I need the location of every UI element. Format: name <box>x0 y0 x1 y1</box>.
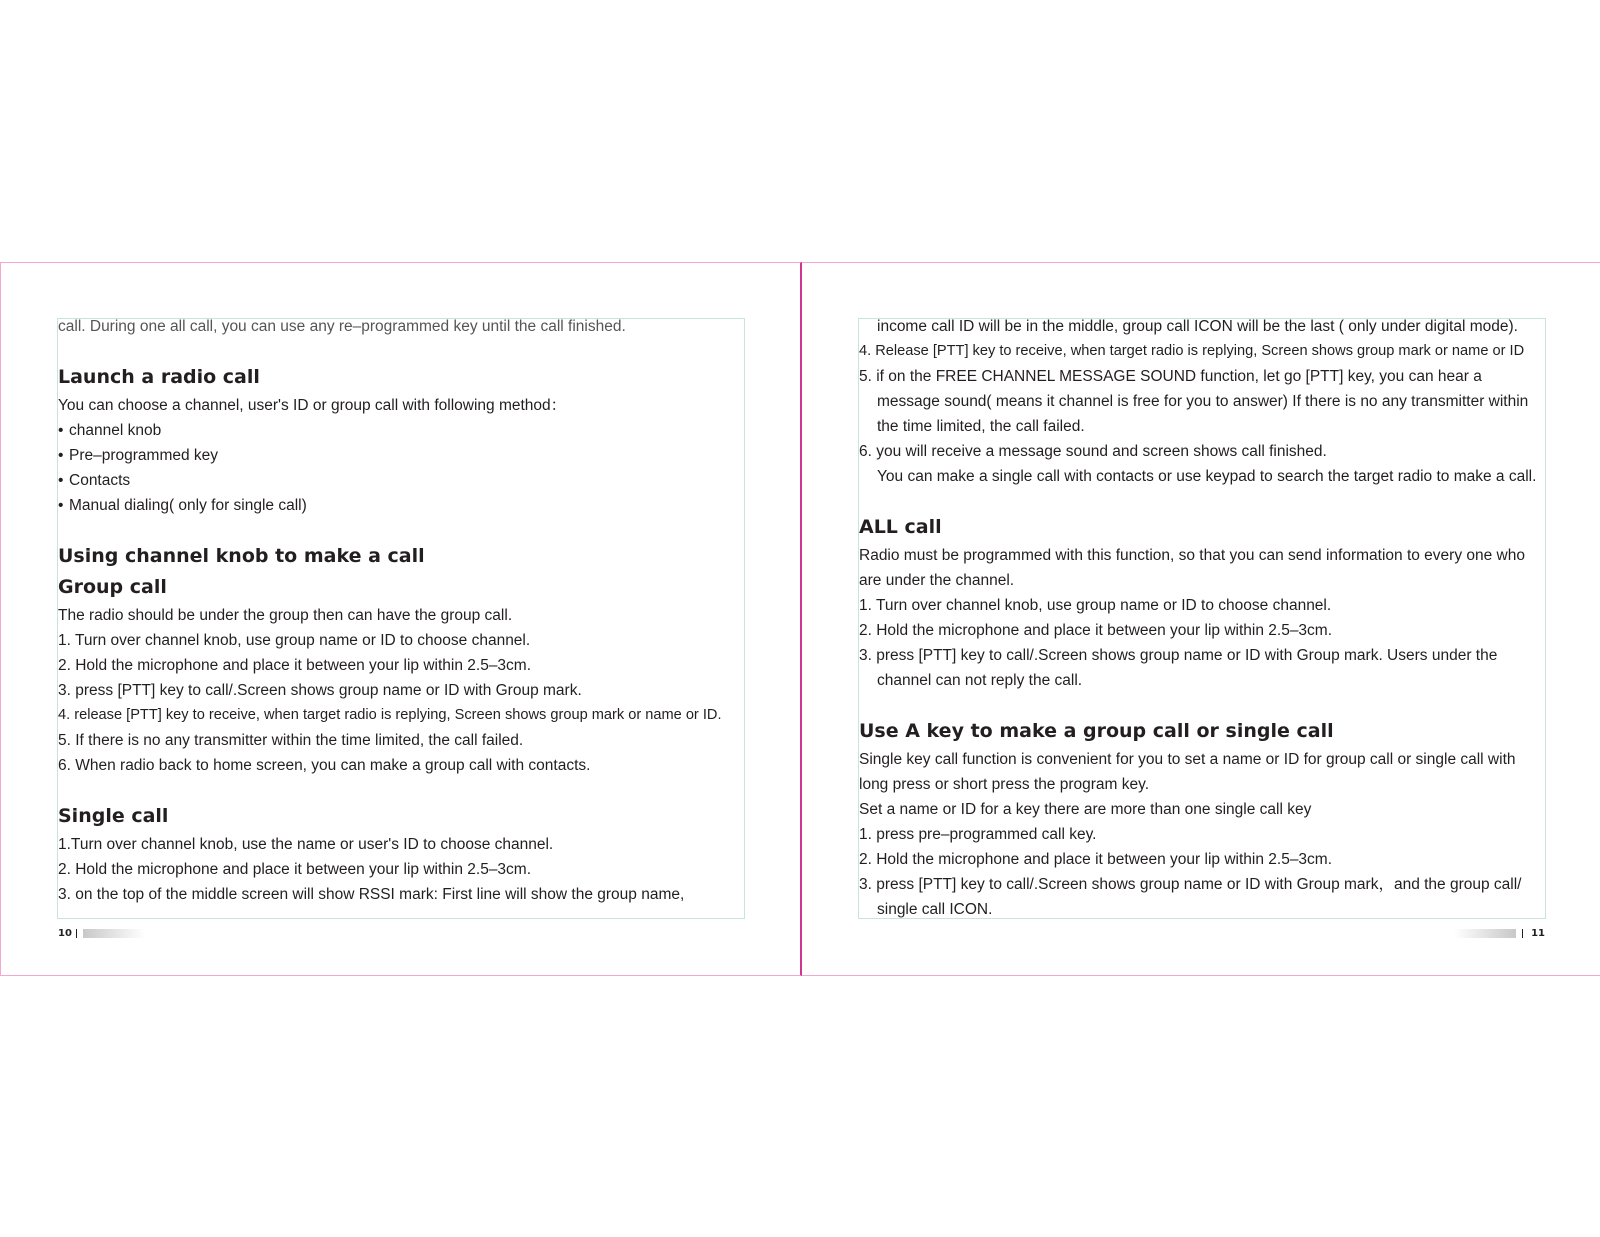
text-line: income call ID will be in the middle, group call ICON will be the last ( only under digital mode). <box>877 318 1518 335</box>
bullet-text: Manual dialing( only for single call) <box>69 497 307 514</box>
footer-gradient-bar-right <box>1454 929 1516 938</box>
text-line: 1. Turn over channel knob, use group name or ID to choose channel. <box>859 597 1332 614</box>
bullet-dot-icon: • <box>58 447 64 464</box>
page-number-left: 10 <box>58 927 72 939</box>
text-line: 3. press [PTT] key to call/.Screen shows group name or ID with Group mark，and the group call/ <box>859 876 1522 893</box>
text-line: Set a name or ID for a key there are more than one single call key <box>859 801 1312 818</box>
text-line: call. During one all call, you can use any re–programmed key until the call finished. <box>58 318 626 335</box>
paragraph-gap <box>58 518 722 541</box>
text-line: channel can not reply the call. <box>877 672 1083 689</box>
text-line: are under the channel. <box>859 572 1015 589</box>
section-heading: Use A key to make a group call or single call <box>859 720 1334 742</box>
text-line: Radio must be programmed with this function, so that you can send information to every one who <box>859 547 1525 564</box>
text-line: message sound( means it channel is free for you to answer) If there is no any transmitter within <box>877 393 1529 410</box>
right-page-footer <box>1454 927 1545 939</box>
text-line: 2. Hold the microphone and place it between your lip within 2.5–3cm. <box>58 657 532 674</box>
paragraph-gap <box>859 489 1536 512</box>
text-line: Single key call function is convenient for you to set a name or ID for group call or single call with <box>859 751 1516 768</box>
bullet-dot-icon: • <box>58 472 64 489</box>
page-number-right: 11 <box>1531 927 1545 939</box>
bullet-text: Contacts <box>69 472 131 489</box>
section-heading: Launch a radio call <box>58 366 260 388</box>
footer-divider-right <box>1522 929 1524 938</box>
text-line: 1. press pre–programmed call key. <box>859 826 1097 843</box>
bullet-text: channel knob <box>69 422 162 439</box>
bullet-dot-icon: • <box>58 497 64 514</box>
text-line: 5. If there is no any transmitter within the time limited, the call failed. <box>58 732 524 749</box>
section-heading: ALL call <box>859 516 942 538</box>
section-heading: Single call <box>58 805 169 827</box>
bullet-text: Pre–programmed key <box>69 447 219 464</box>
bullet-item <box>58 468 722 493</box>
text-line: 2. Hold the microphone and place it between your lip within 2.5–3cm. <box>58 861 532 878</box>
footer-gradient-bar-left <box>83 929 145 938</box>
bullet-item <box>58 443 722 468</box>
text-line: 4. Release [PTT] key to receive, when target radio is replying, Screen shows group mark or name or ID <box>859 343 1525 359</box>
bullet-dot-icon: • <box>58 422 64 439</box>
text-line: 2. Hold the microphone and place it between your lip within 2.5–3cm. <box>859 622 1333 639</box>
text-line: The radio should be under the group then can have the group call. <box>58 607 513 624</box>
text-line: long press or short press the program key. <box>859 776 1150 793</box>
text-line: 5. if on the FREE CHANNEL MESSAGE SOUND function, let go [PTT] key, you can hear a <box>859 368 1482 385</box>
paragraph-gap <box>58 778 722 801</box>
left-page-footer <box>58 927 145 939</box>
section-heading: Using channel knob to make a call <box>58 545 425 567</box>
text-line: the time limited, the call failed. <box>877 418 1085 435</box>
text-line: 1.Turn over channel knob, use the name or user's ID to choose channel. <box>58 836 554 853</box>
text-line: 6. you will receive a message sound and screen shows call finished. <box>859 443 1327 460</box>
bullet-item <box>58 418 722 443</box>
bullet-item <box>58 493 722 518</box>
text-line: 6. When radio back to home screen, you can make a group call with contacts. <box>58 757 591 774</box>
text-line: 1. Turn over channel knob, use group name or ID to choose channel. <box>58 632 531 649</box>
left-page <box>0 262 802 976</box>
right-page-content <box>859 314 1536 922</box>
text-line: single call ICON. <box>877 901 993 918</box>
text-line: 2. Hold the microphone and place it between your lip within 2.5–3cm. <box>859 851 1333 868</box>
text-line: You can choose a channel, user's ID or group call with following method： <box>58 397 567 414</box>
section-heading: Group call <box>58 576 167 598</box>
right-page <box>802 262 1600 976</box>
paragraph-gap <box>859 693 1536 716</box>
paragraph-gap <box>58 339 722 362</box>
text-line: 4. release [PTT] key to receive, when target radio is replying, Screen shows group mark or name or ID. <box>58 707 722 723</box>
text-line: 3. on the top of the middle screen will show RSSI mark: First line will show the group name, <box>58 886 685 903</box>
left-page-content <box>58 314 722 907</box>
text-line: 3. press [PTT] key to call/.Screen shows group name or ID with Group mark. Users under the <box>859 647 1498 664</box>
text-line: 3. press [PTT] key to call/.Screen shows group name or ID with Group mark. <box>58 682 582 699</box>
text-line: You can make a single call with contacts or use keypad to search the target radio to make a call. <box>877 468 1537 485</box>
footer-divider-left <box>76 929 78 938</box>
